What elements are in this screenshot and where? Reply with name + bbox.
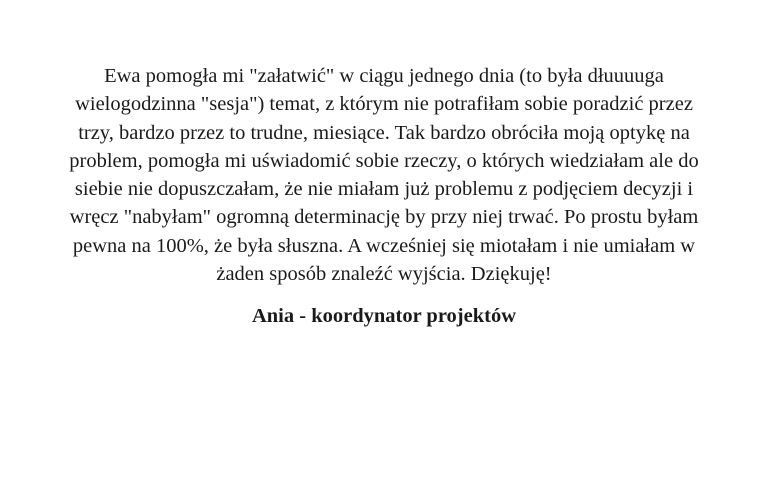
testimonial-block	[58, 62, 710, 330]
testimonial-author: Ania - koordynator projektów	[251, 305, 517, 328]
testimonial-quote: Ewa pomogła mi "załatwić" w ciągu jednego dnia (to była dłuuuuga wielogodzinna "sesja") temat, z którym nie potrafiłam sobie poradzić przez trzy, bardzo przez to trudne, miesiące. Tak bardzo obróciła moją optykę na problem, pomogła mi uświadomić sobie rzeczy, o których wiedziałam ale do siebie nie dopuszczałam, że nie miałam już problemu z podjęciem decyzji i wręcz "nabyłam" ogromną determinację by przy niej trwać. Po prostu byłam pewna na 100%, że była słuszna. A wcześniej się miotałam i nie umiałam w żaden sposób znaleźć wyjścia. Dziękuję!	[69, 65, 699, 286]
